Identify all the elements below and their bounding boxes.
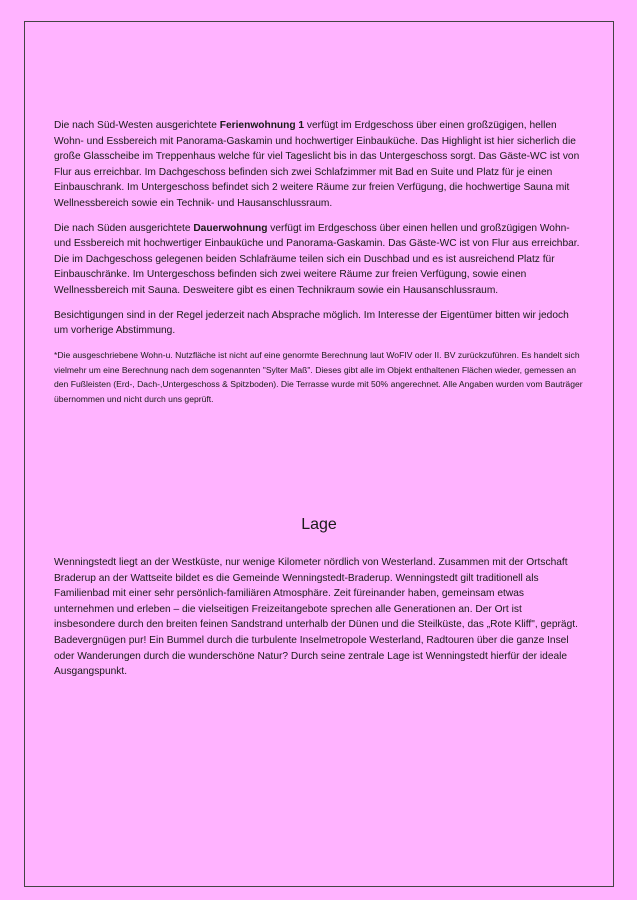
- lage-heading: Lage: [301, 516, 337, 533]
- para1-bold: Ferienwohnung 1: [219, 120, 305, 131]
- ferienwohnung-paragraph: [54, 118, 584, 212]
- para2-pre: Die nach Süden ausgerichtete: [54, 222, 194, 234]
- para1-pre: Die nach Süd-Westen ausgerichtete: [54, 120, 220, 131]
- para2-bold: Dauerwohnung: [193, 222, 268, 234]
- besichtigung-paragraph: Besichtigungen sind in der Regel jederzeit nach Absprache möglich. Im Interesse der Eigentümer bitten wir jedoch um vorherige Abstimmung.: [54, 309, 569, 337]
- footnote: *Die ausgeschriebene Wohn-u. Nutzfläche ist nicht auf eine genormte Berechnung laut WoFIV oder II. BV zurückzuführen. Es handelt sich vielmehr um eine Berechnung nach dem sogenannten "Sylter Maß". Dieses gibt alle im Objekt enthaltenen Flächen wieder, gemessen an den Fußleisten (Erd-, Dach-,Untergeschoss & Spitzboden). Die Terrasse wurde mit 50% angerechnet. Alle Angaben wurden vom Bauträger übernommen und nicht durch uns geprüft.: [54, 349, 583, 405]
- para1-post: verfügt im Erdgeschoss über einen großzügigen, hellen Wohn- und Essbereich mit Panorama-Gaskamin und hochwertiger Einbauküche. Das Highlight ist hier sicherlich die große Glasscheibe im Treppenhaus welche für viel Tageslicht bis in das Untergeschoss sorgt. Das Gäste-WC ist von Flur aus erreichbar. Im Dachgeschoss befinden sich zwei Schlafzimmer mit Bad en Suite und Platz für je einen Einbauschrank. Im Untergeschoss befindet sich 2 weitere Räume zur freien Verfügung, die hochwertige Sauna mit Wellnessbereich sowie ein Technik- und Hausanschlussraum.: [54, 120, 580, 209]
- description-section: [54, 118, 584, 407]
- lage-paragraph: Wenningstedt liegt an der Westküste, nur wenige Kilometer nördlich von Westerland. Zusammen mit der Ortschaft Braderup an der Wattseite bildet es die Gemeinde Wenningstedt-Braderup. Wenningstedt gilt traditionell als Familienbad mit einer sehr persönlich-familiären Atmosphäre. Zeit füreinander haben, gemeinsam etwas unternehmen und erleben – die vielseitigen Freizeitangebote sprechen alle Generationen an. Der Ort ist insbesondere durch den breiten feinen Sandstrand unterhalb der Dünen und die Steilküste, das „Rote Kliff", geprägt. Badevergnügen pur! Ein Bummel durch die turbulente Inselmetropole Westerland, Radtouren über die ganze Insel oder Wanderungen durch die wunderschöne Natur? Durch seine zentrale Lage ist Wenningstedt hierfür der ideale Ausgangspunkt.: [54, 557, 578, 678]
- para2-post: verfügt im Erdgeschoss über einen hellen und großzügigen Wohn- und Essbereich mit hochwertiger Einbauküche und Panorama-Gaskamin. Das Gäste-WC ist von Flur aus erreichbar. Die im Dachgeschoss gelegenen beiden Schlafräume teilen sich ein Duschbad und es ist ausreichend Platz für Einbauschränke. Im Untergeschoss befinden sich zwei weitere Räume zur freien Verfügung, sowie einen Wellnessbereich mit Sauna. Desweitere gibt es einen Technikraum sowie ein Hausanschlussraum.: [54, 222, 580, 296]
- dauerwohnung-paragraph: [54, 221, 584, 299]
